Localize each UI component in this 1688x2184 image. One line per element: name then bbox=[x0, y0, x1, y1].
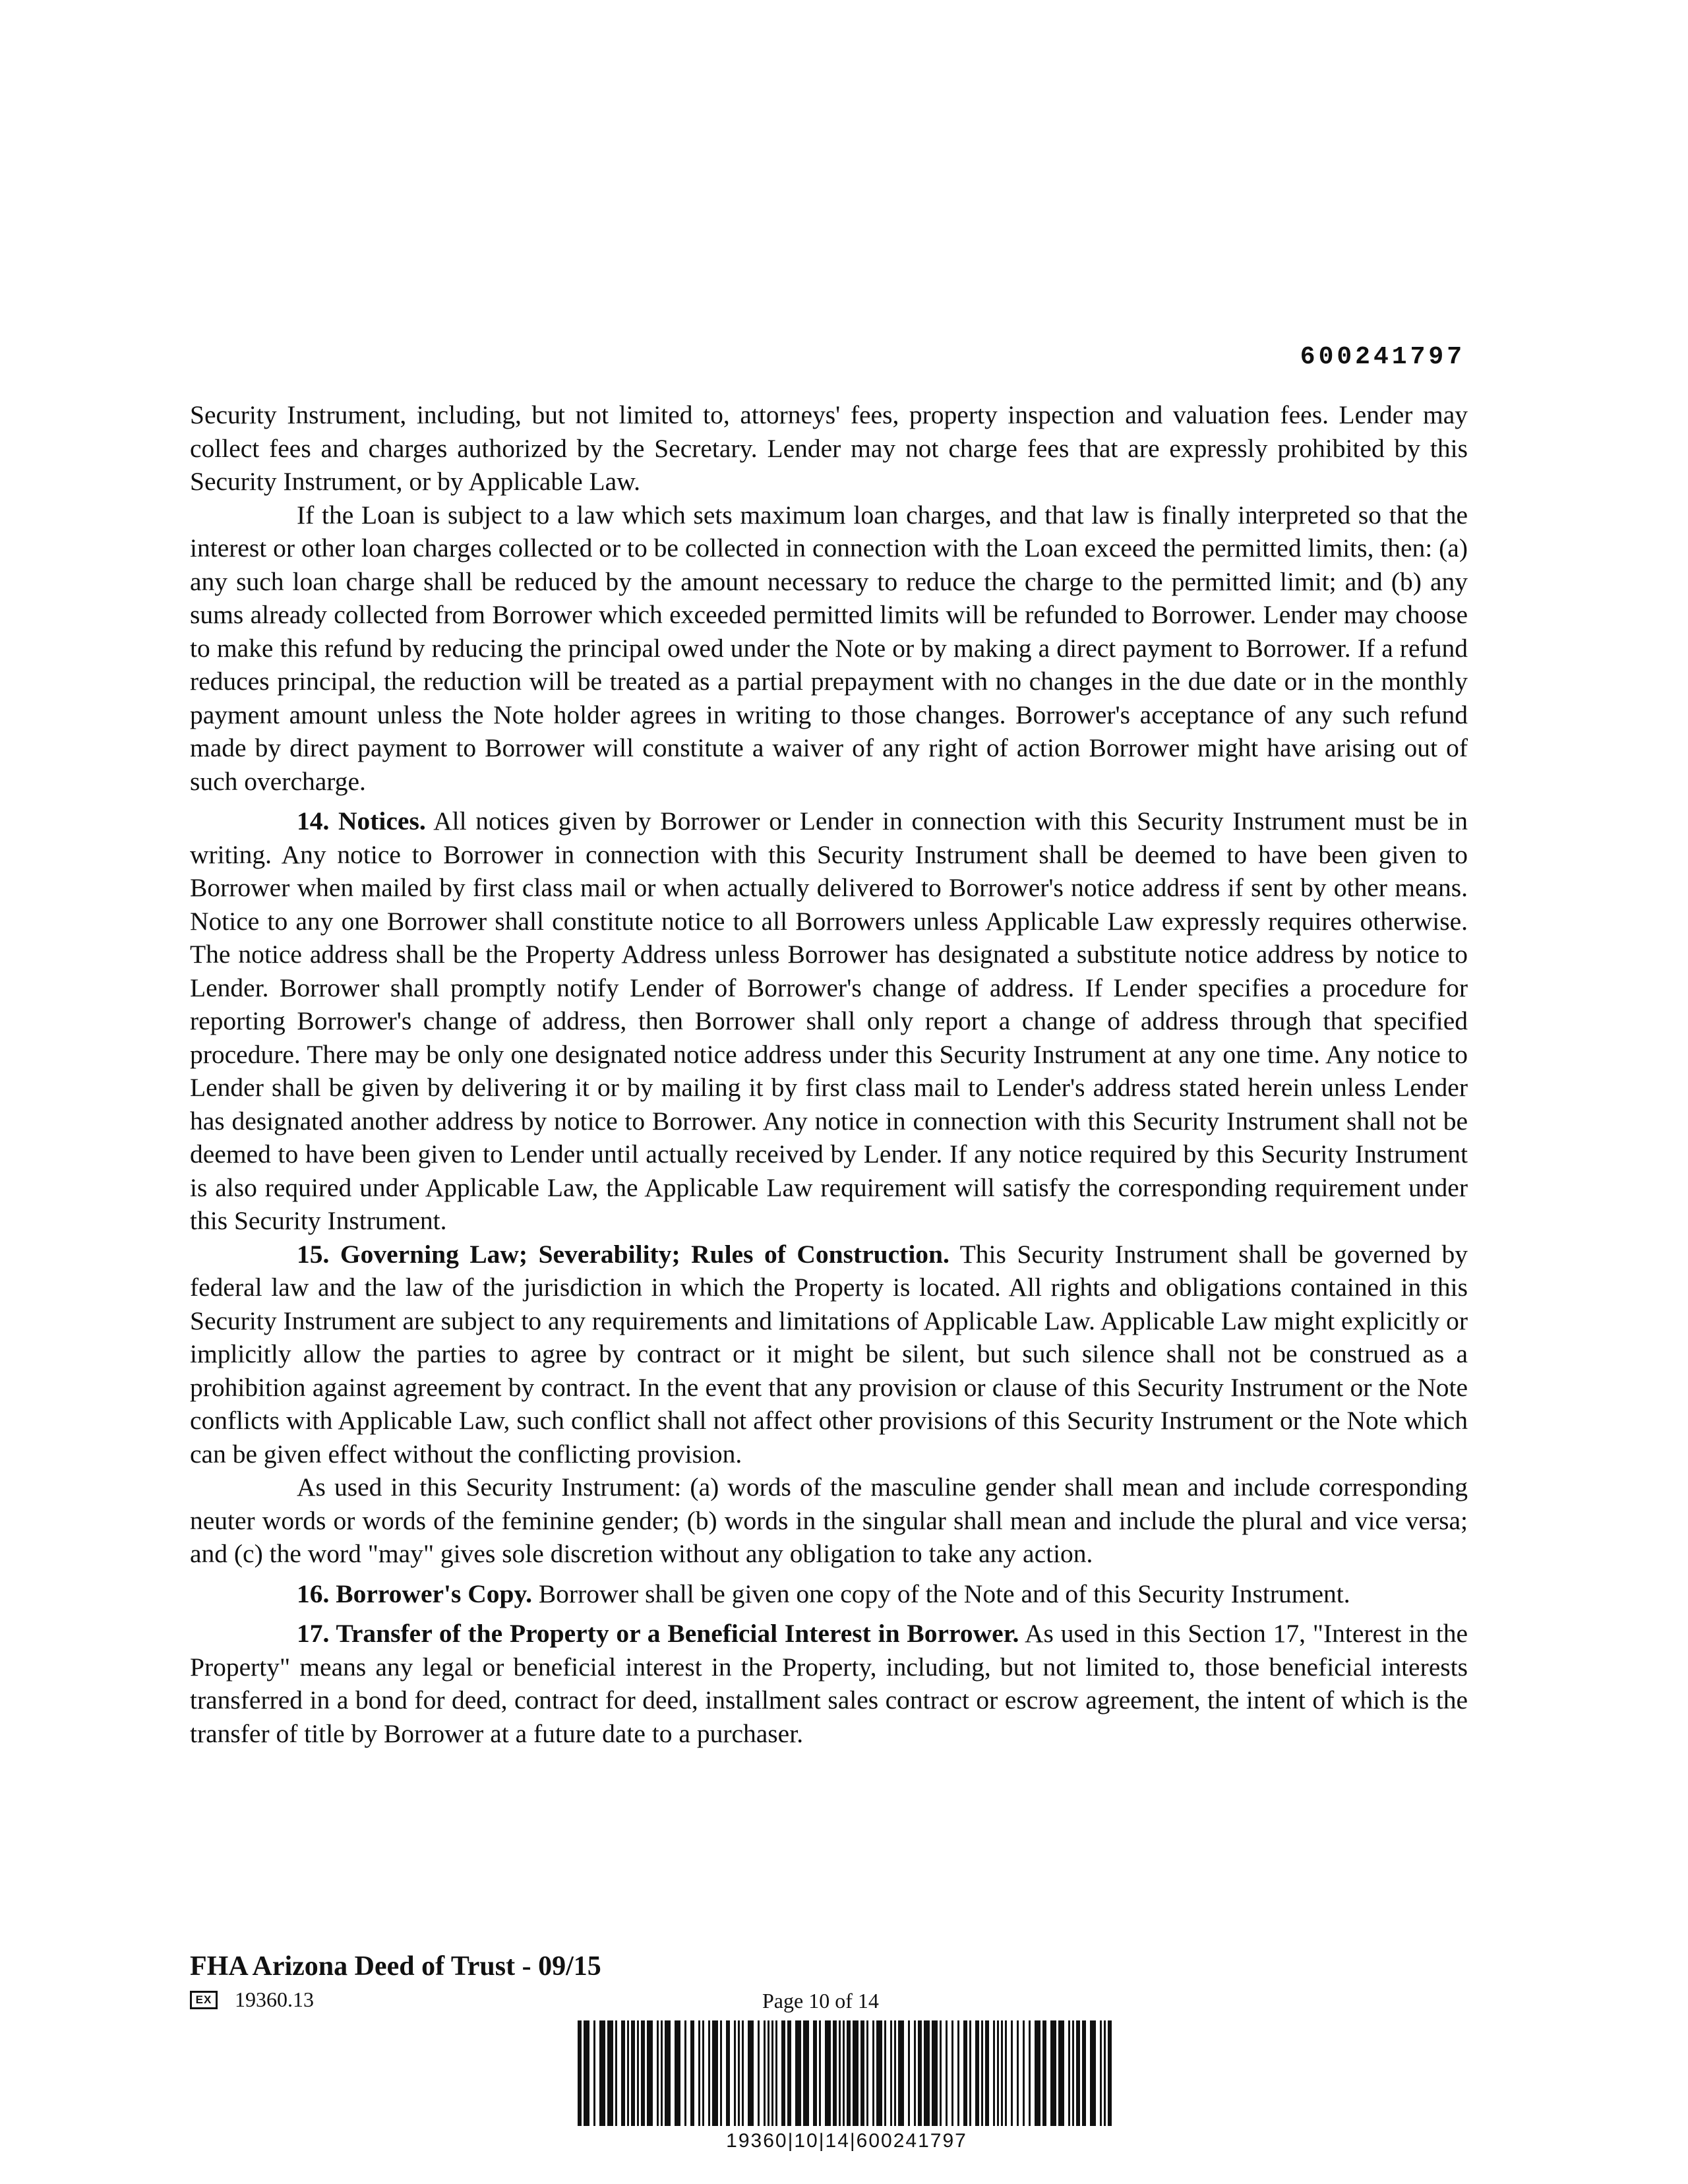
form-code-row bbox=[190, 1987, 314, 2012]
section-17-transfer bbox=[190, 1617, 1468, 1750]
barcode-bar bbox=[661, 2020, 663, 2126]
barcode-bar bbox=[993, 2020, 995, 2126]
barcode-bar bbox=[1035, 2020, 1040, 2126]
barcode-bar bbox=[839, 2020, 841, 2126]
paragraph-construction bbox=[190, 1471, 1468, 1571]
barcode-bar bbox=[813, 2020, 817, 2126]
section-14-notices bbox=[190, 804, 1468, 1238]
barcode-bar bbox=[738, 2020, 740, 2126]
barcode-bar bbox=[787, 2020, 791, 2126]
barcode-bar bbox=[684, 2020, 686, 2126]
barcode-bar bbox=[932, 2020, 938, 2126]
barcode-bar bbox=[627, 2020, 629, 2126]
barcode-bar bbox=[657, 2020, 659, 2126]
barcode-bar bbox=[1068, 2020, 1070, 2126]
barcode-bar bbox=[593, 2020, 595, 2126]
barcode-bar bbox=[1072, 2020, 1074, 2126]
barcode-bar bbox=[924, 2020, 930, 2126]
barcode-bar bbox=[890, 2020, 892, 2126]
barcode-bar bbox=[698, 2020, 700, 2126]
barcode-bar bbox=[963, 2020, 967, 2126]
paragraph-text: This Security Instrument shall be governed by federal law and the law of the jurisdiction in which the Property is located. All rights and obligations contained in this Security Instrument are subject to any requirements and limitations of Applicable Law. Applicable Law might explicitly or implicitly allow the parties to agree by contract or it might be silent, but such silence shall not be construed as a prohibition against agreement by contract. In the event that any provision or clause of this Security Instrument or the Note conflicts with Applicable Law, such conflict shall not affect other provisions of this Security Instrument or the Note which can be given effect without the conflicting provision. bbox=[190, 1239, 1468, 1469]
barcode-bar bbox=[781, 2020, 785, 2126]
barcode-bar bbox=[726, 2020, 730, 2126]
barcode-bar bbox=[764, 2020, 766, 2126]
barcode-bar bbox=[647, 2020, 653, 2126]
barcode-bar bbox=[712, 2020, 718, 2126]
paragraph-loan-charges bbox=[190, 499, 1468, 799]
barcode-bar bbox=[771, 2020, 773, 2126]
barcode-bar bbox=[758, 2020, 760, 2126]
form-code: 19360.13 bbox=[235, 1987, 314, 2011]
barcode-bar bbox=[985, 2020, 989, 2126]
barcode-bar bbox=[825, 2020, 831, 2126]
barcode-bar bbox=[1100, 2020, 1102, 2126]
barcode-bar bbox=[975, 2020, 979, 2126]
barcode-bar bbox=[1076, 2020, 1080, 2126]
section-15-governing-law bbox=[190, 1238, 1468, 1471]
paragraph-fees bbox=[190, 398, 1468, 499]
barcode-bar bbox=[675, 2020, 680, 2126]
barcode-bar bbox=[866, 2020, 868, 2126]
barcode-bar bbox=[951, 2020, 953, 2126]
section-heading: 15. Governing Law; Severability; Rules of Construction. bbox=[297, 1239, 950, 1269]
barcode-bar bbox=[894, 2020, 896, 2126]
barcode-bar bbox=[819, 2020, 821, 2126]
barcode-bar bbox=[981, 2020, 983, 2126]
barcode-text: 19360|10|14|600241797 bbox=[726, 2130, 967, 2152]
barcode-bar bbox=[914, 2020, 916, 2126]
barcode-bar bbox=[884, 2020, 886, 2126]
barcode-bar bbox=[795, 2020, 801, 2126]
barcode-bar bbox=[748, 2020, 754, 2126]
barcode-bar bbox=[641, 2020, 645, 2126]
barcode-bar bbox=[702, 2020, 704, 2126]
barcode-bar bbox=[720, 2020, 722, 2126]
section-heading: 16. Borrower's Copy. bbox=[297, 1579, 532, 1608]
barcode-bar bbox=[833, 2020, 837, 2126]
barcode-bar bbox=[803, 2020, 809, 2126]
barcode-bar bbox=[1050, 2020, 1056, 2126]
barcode-bar bbox=[1104, 2020, 1106, 2126]
barcode-bar bbox=[768, 2020, 769, 2126]
barcode-bar bbox=[898, 2020, 904, 2126]
barcode-bar bbox=[599, 2020, 605, 2126]
barcode-bar bbox=[847, 2020, 851, 2126]
barcode-bar bbox=[969, 2020, 971, 2126]
barcode-bar bbox=[908, 2020, 910, 2126]
barcode-bar bbox=[615, 2020, 617, 2126]
barcode-bar bbox=[918, 2020, 922, 2126]
barcode-bar bbox=[584, 2020, 589, 2126]
ellie-mae-logo-icon: EX bbox=[190, 1991, 218, 2009]
barcode-bar bbox=[1001, 2020, 1003, 2126]
barcode-bar bbox=[637, 2020, 639, 2126]
barcode-bar bbox=[1108, 2020, 1112, 2126]
barcode-bar bbox=[742, 2020, 744, 2126]
barcode-bar bbox=[876, 2020, 882, 2126]
paragraph-text: Borrower shall be given one copy of the Note and of this Security Instrument. bbox=[531, 1579, 1350, 1608]
barcode-bar bbox=[690, 2020, 694, 2126]
barcode-bar bbox=[734, 2020, 736, 2126]
paragraph-text: If the Loan is subject to a law which sets maximum loan charges, and that law is finally interpreted so that the interest or other loan charges collected or to be collected in connection with the Loan exceed the permitted limits, then: (a) any such loan charge shall be reduced by the amount necessary to reduce the charge to the permitted limit; and (b) any sums already collected from Borrower which exceeded permitted limits will be refunded to Borrower. Lender may choose to make this refund by reducing the principal owed under the Note or by making a direct payment to Borrower. If a refund reduces principal, the reduction will be treated as a partial prepayment with no changes in the due date or in the monthly payment amount unless the Note holder agrees in writing to those changes. Borrower's acceptance of any such refund made by direct payment to Borrower will constitute a waiver of any right of action Borrower might have arising out of such overcharge. bbox=[190, 500, 1468, 796]
paragraph-text: As used in this Security Instrument: (a) words of the masculine gender shall mean and include corresponding neuter words or words of the feminine gender; (b) words in the singular shall mean and include the plural and vice versa; and (c) the word "may" gives sole discretion without any obligation to take any action. bbox=[190, 1472, 1468, 1568]
paragraph-text: Security Instrument, including, but not limited to, attorneys' fees, property inspection and valuation fees. Lender may collect fees and charges authorized by the Secretary. Lender may not charge fees that are expressly prohibited by this Security Instrument, or by Applicable Law. bbox=[190, 400, 1468, 496]
barcode-bar bbox=[1023, 2020, 1025, 2126]
barcode-bar bbox=[775, 2020, 777, 2126]
barcode-bar bbox=[1082, 2020, 1086, 2126]
barcode-bar bbox=[957, 2020, 959, 2126]
loan-number: 600241797 bbox=[1300, 343, 1465, 371]
barcode-bar bbox=[1090, 2020, 1096, 2126]
barcode-bar bbox=[1017, 2020, 1019, 2126]
paragraph-text: As used in this Section 17, "Interest in the Property" means any legal or beneficial interest in the Property, including, but not limited to, those beneficial interests transferred in a bond for deed, contract for deed, installment sales contract or escrow agreement, the intent of which is the transfer of title by Borrower at a future date to a purchaser. bbox=[190, 1619, 1468, 1748]
barcode-bar bbox=[853, 2020, 859, 2126]
barcode-bar bbox=[946, 2020, 948, 2126]
barcode-bar bbox=[631, 2020, 635, 2126]
barcode-bar bbox=[1058, 2020, 1064, 2126]
barcode-bar bbox=[872, 2020, 874, 2126]
document-body bbox=[190, 398, 1468, 1750]
barcode-bar bbox=[1042, 2020, 1046, 2126]
barcode bbox=[578, 2020, 1116, 2126]
paragraph-text: All notices given by Borrower or Lender in connection with this Security Instrument must be in writing. Any notice to Borrower in connection with this Security Instrument shall be deemed to have been given to Borrower when mailed by first class mail or when actually delivered to Borrower's notice address if sent by other means. Notice to any one Borrower shall constitute notice to all Borrowers unless Applicable Law expressly requires otherwise. The notice address shall be the Property Address unless Borrower has designated a substitute notice address by notice to Lender. Borrower shall promptly notify Lender of Borrower's change of address. If Lender specifies a procedure for reporting Borrower's change of address, then Borrower shall only report a change of address through that specified procedure. There may be only one designated notice address under this Security Instrument at any one time. Any notice to Lender shall be given by delivering it or by mailing it by first class mail to Lender's address stated herein unless Lender has designated another address by notice to Borrower. Any notice in connection with this Security Instrument shall not be deemed to have been given to Lender until actually received by Lender. If any notice required by this Security Instrument is also required under Applicable Law, the Applicable Law requirement will satisfy the corresponding requirement under this Security Instrument. bbox=[190, 806, 1468, 1235]
barcode-bar bbox=[1029, 2020, 1031, 2126]
barcode-bar bbox=[708, 2020, 710, 2126]
form-title: FHA Arizona Deed of Trust - 09/15 bbox=[190, 1951, 601, 1982]
barcode-bar bbox=[843, 2020, 845, 2126]
barcode-bar bbox=[997, 2020, 999, 2126]
barcode-bar bbox=[940, 2020, 942, 2126]
section-heading: 14. Notices. bbox=[297, 806, 426, 835]
barcode-bar bbox=[578, 2020, 582, 2126]
section-heading: 17. Transfer of the Property or a Beneficial Interest in Borrower. bbox=[297, 1619, 1019, 1648]
barcode-bar bbox=[1011, 2020, 1013, 2126]
barcode-bar bbox=[1005, 2020, 1007, 2126]
section-16-borrowers-copy bbox=[190, 1577, 1468, 1611]
barcode-bar bbox=[665, 2020, 671, 2126]
barcode-bar bbox=[607, 2020, 613, 2126]
barcode-bar bbox=[621, 2020, 625, 2126]
barcode-bar bbox=[860, 2020, 864, 2126]
page-number: Page 10 of 14 bbox=[762, 1989, 879, 2013]
